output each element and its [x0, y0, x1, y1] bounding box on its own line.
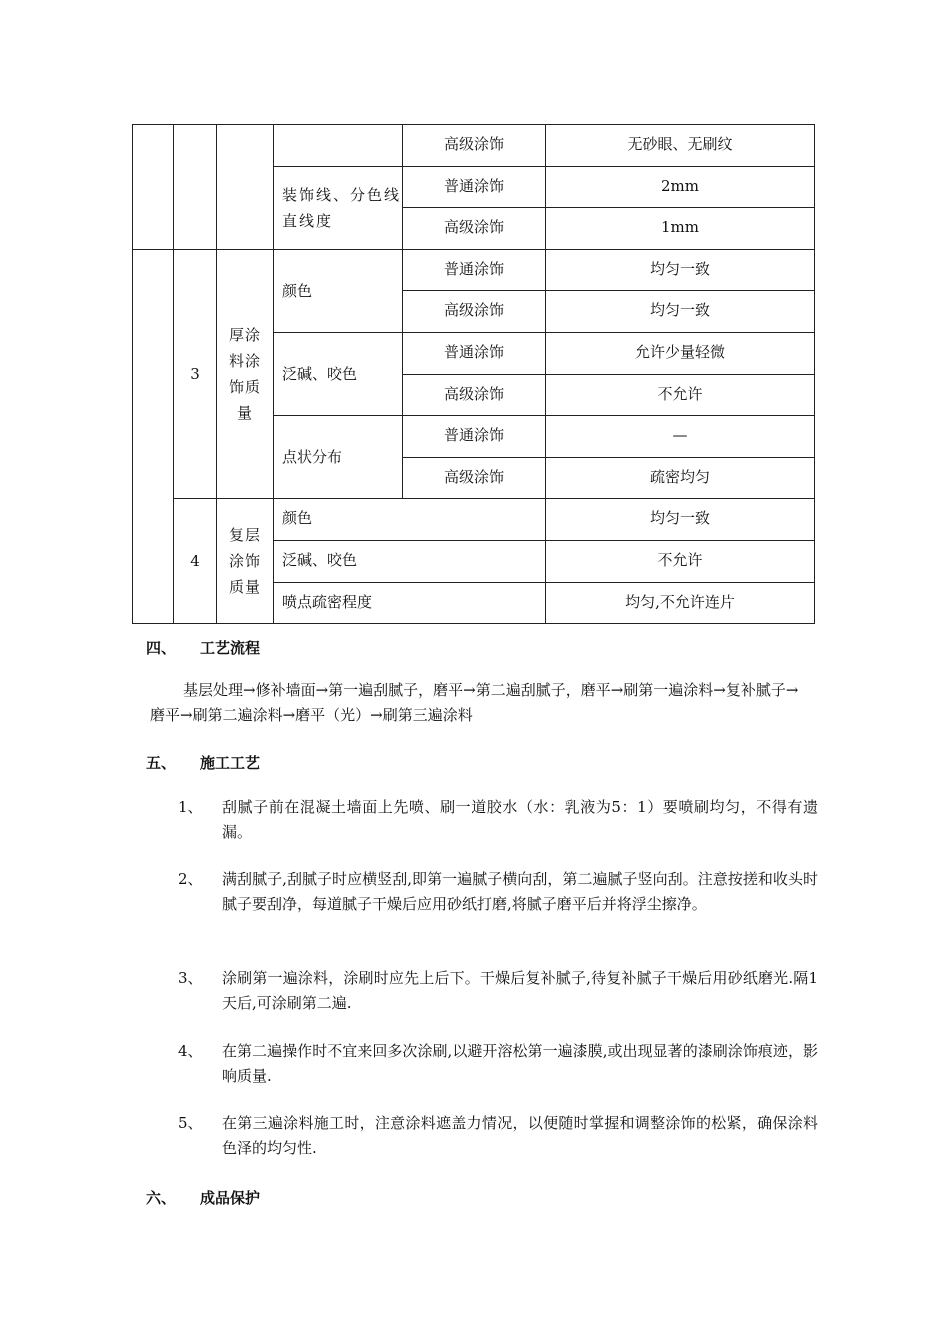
section-heading-process: [146, 637, 260, 658]
table-cell-level: 普通涂饰: [403, 166, 546, 208]
table-cell-value: 不允许: [546, 540, 815, 582]
section-heading-construction: [146, 752, 260, 773]
table-cell-section-number: 3: [174, 249, 217, 499]
list-item: [178, 1111, 818, 1161]
table-cell-item: 泛碱、咬色: [274, 332, 403, 415]
section-title: 成品保护: [200, 1189, 261, 1207]
table-cell-blank: [174, 125, 217, 250]
table-cell-section-number: 4: [174, 499, 217, 624]
table-cell-value: —: [546, 416, 815, 458]
table-cell-blank: [217, 125, 274, 250]
list-item-text: 满刮腻子,刮腻子时应横竖刮,即第一遍腻子横向刮，第二遍腻子竖向刮。注意按搓和收头时腻子要刮净，每道腻子干燥后应用砂纸打磨,将腻子磨平后并将浮尘擦净。: [222, 870, 818, 913]
list-item: [178, 966, 818, 1016]
section-number: 四、: [146, 639, 177, 657]
table-cell-blank: [274, 125, 403, 167]
list-item-number: 2、: [178, 870, 203, 888]
table-cell-level: 高级涂饰: [403, 374, 546, 416]
table-cell-section-name: 厚涂料涂饰质量: [217, 249, 274, 499]
table-cell-blank: [133, 249, 174, 623]
table-cell-value: 1mm: [546, 208, 815, 250]
table-cell-item: 装饰线、分色线直线度: [274, 166, 403, 249]
table-cell-value: 允许少量轻微: [546, 332, 815, 374]
table-cell-value: 均匀一致: [546, 499, 815, 541]
list-item-text: 在第三遍涂料施工时，注意涂料遮盖力情况，以便随时掌握和调整涂饰的松紧，确保涂料色泽的均匀性.: [222, 1114, 818, 1157]
list-item: [178, 1039, 818, 1089]
table-cell-value: 不允许: [546, 374, 815, 416]
table-cell-item: 颜色: [274, 499, 546, 541]
quality-table: [132, 124, 815, 624]
table-cell-value: 疏密均匀: [546, 457, 815, 499]
list-item-number: 1、: [178, 798, 203, 816]
table-cell-value: 均匀,不允许连片: [546, 582, 815, 624]
table-cell-item: 颜色: [274, 249, 403, 332]
table-cell-level: 普通涂饰: [403, 249, 546, 291]
table-cell-value: 2mm: [546, 166, 815, 208]
section-number: 五、: [146, 754, 177, 772]
section-heading-protection: [146, 1187, 260, 1208]
table-cell-level: 普通涂饰: [403, 332, 546, 374]
list-item-number: 3、: [178, 969, 203, 987]
list-item-number: 5、: [178, 1114, 203, 1132]
list-item-number: 4、: [178, 1042, 203, 1060]
table-cell-level: 高级涂饰: [403, 208, 546, 250]
section-title: 工艺流程: [200, 639, 261, 657]
table-cell-level: 普通涂饰: [403, 416, 546, 458]
table-cell-level: 高级涂饰: [403, 291, 546, 333]
process-flow-text: 基层处理→修补墙面→第一遍刮腻子，磨平→第二遍刮腻子，磨平→刷第一遍涂料→复补腻子→磨平→刷第二遍涂料→磨平（光）→刷第三遍涂料: [150, 681, 799, 724]
table-cell-value: 均匀一致: [546, 291, 815, 333]
list-item: [178, 867, 818, 917]
list-item-text: 在第二遍操作时不宜来回多次涂刷,以避开溶松第一遍漆膜,或出现显著的漆刷涂饰痕迹，影响质量.: [222, 1042, 818, 1085]
table-cell-item: 点状分布: [274, 416, 403, 499]
table-cell-section-name: 复层涂饰质量: [217, 499, 274, 624]
table-cell-value: 均匀一致: [546, 249, 815, 291]
list-item: [178, 795, 818, 845]
table-cell-level: 高级涂饰: [403, 125, 546, 167]
list-item-text: 涂刷第一遍涂料，涂刷时应先上后下。干燥后复补腻子,待复补腻子干燥后用砂纸磨光.隔1天后,可涂刷第二遍.: [222, 969, 818, 1012]
table-cell-level: 高级涂饰: [403, 457, 546, 499]
table-cell-blank: [133, 125, 174, 250]
list-item-text: 刮腻子前在混凝土墙面上先喷、刷一道胶水（水：乳液为5：1）要喷刷均匀，不得有遗漏。: [222, 798, 818, 841]
section-number: 六、: [146, 1189, 177, 1207]
table-cell-item: 泛碱、咬色: [274, 540, 546, 582]
section-title: 施工工艺: [200, 754, 261, 772]
table-cell-value: 无砂眼、无刷纹: [546, 125, 815, 167]
table-cell-item: 喷点疏密程度: [274, 582, 546, 624]
